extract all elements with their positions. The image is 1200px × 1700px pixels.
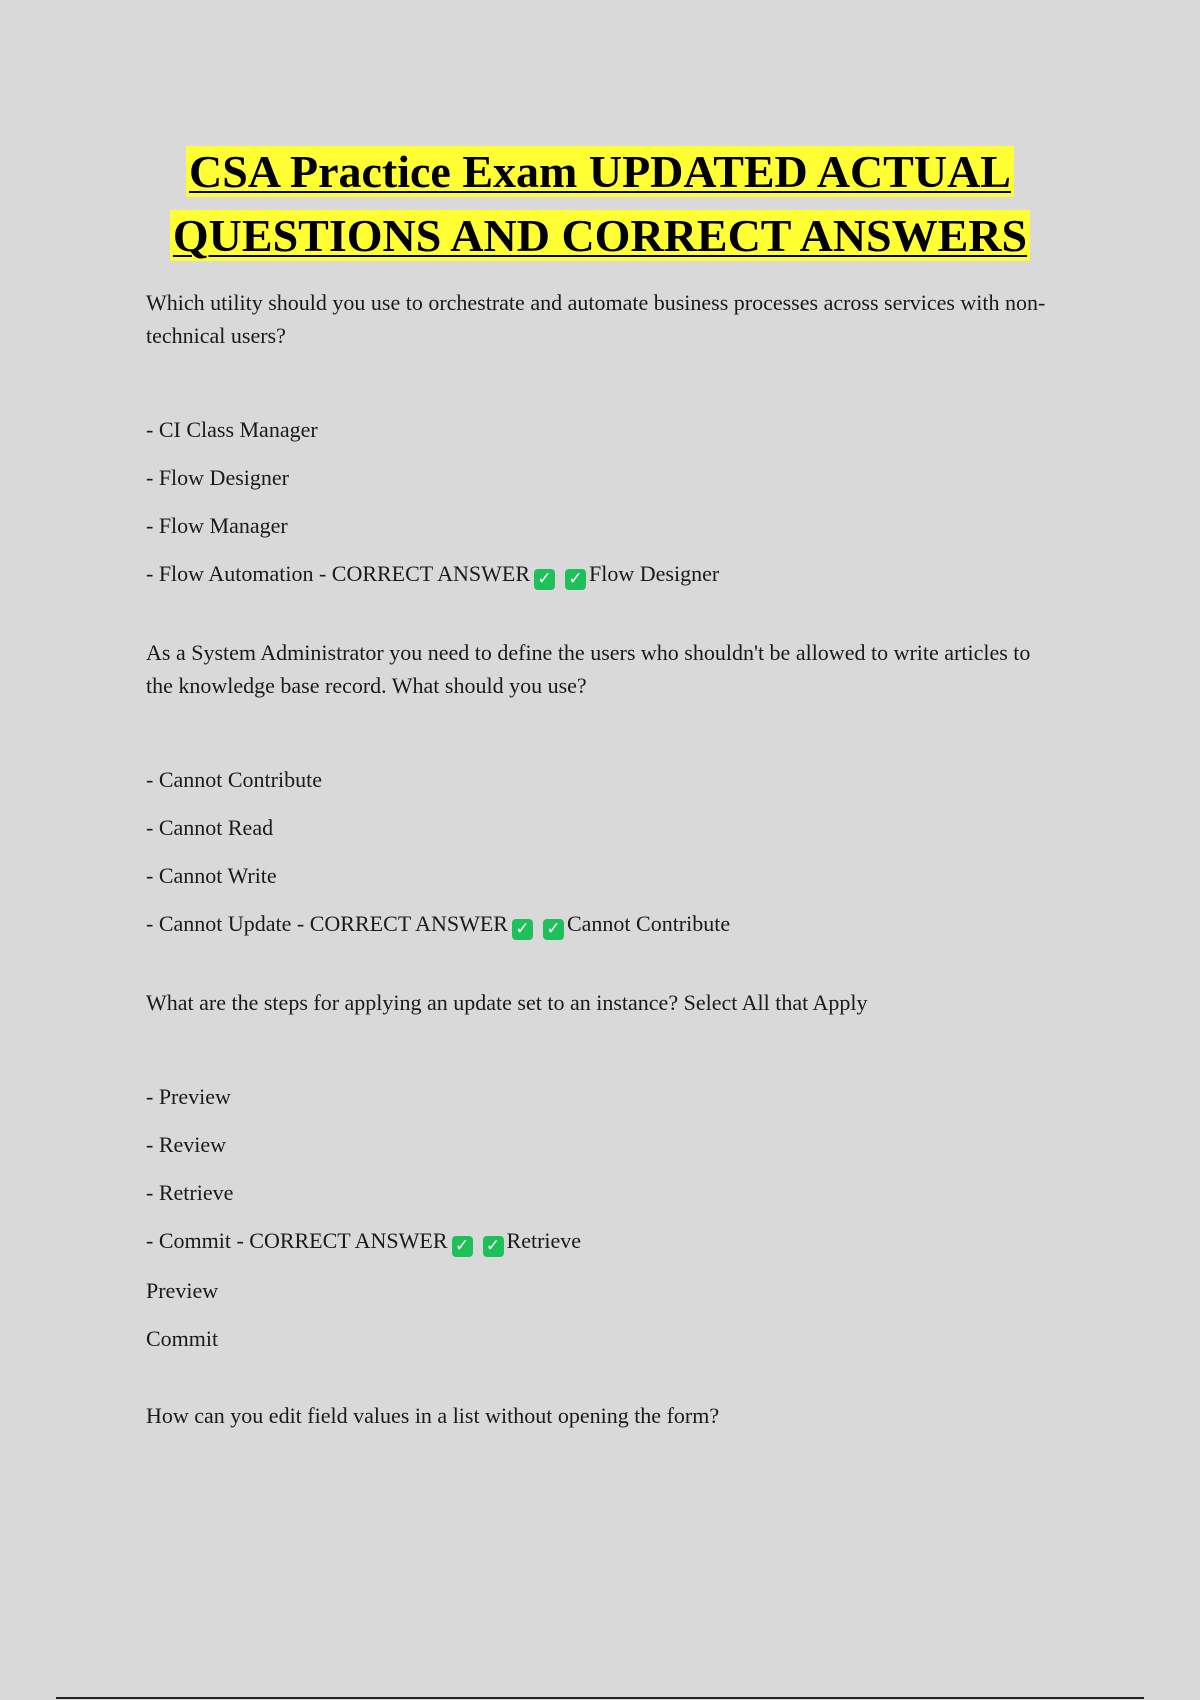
option-item-answer [146, 560, 1046, 590]
check-mark-icon: ✓ [452, 1236, 473, 1257]
option-item: - CI Class Manager [146, 417, 318, 442]
question-block [146, 986, 1046, 1353]
question-text: Which utility should you use to orchestrate and automate business processes across services with non-technical users? [146, 290, 1046, 348]
check-mark-icon: ✓ [512, 919, 533, 940]
title-line-2: QUESTIONS AND CORRECT ANSWERS [170, 210, 1030, 261]
correct-answer: Retrieve [506, 1228, 582, 1253]
option-item: - Preview [146, 1084, 231, 1109]
option-list [146, 766, 1046, 940]
question-text: What are the steps for applying an update set to an instance? Select All that Apply [146, 990, 868, 1015]
option-item: - Flow Manager [146, 513, 288, 538]
option-label: - Flow Automation - CORRECT ANSWER [146, 561, 531, 586]
correct-answer: Flow Designer [589, 561, 720, 586]
check-mark-icon: ✓ [565, 569, 586, 590]
answer-continuation: Preview [146, 1278, 219, 1303]
check-mark-icon: ✓ [543, 919, 564, 940]
check-mark-icon: ✓ [534, 569, 555, 590]
option-item: - Review [146, 1132, 227, 1157]
answer-continuation: Commit [146, 1326, 219, 1351]
question-block [146, 1399, 1046, 1432]
option-item-answer [146, 1227, 1046, 1257]
option-label: - Commit - CORRECT ANSWER [146, 1228, 448, 1253]
question-block [146, 636, 1046, 940]
option-item: - Cannot Read [146, 815, 274, 840]
correct-answer: Cannot Contribute [566, 911, 731, 936]
question-block [146, 286, 1046, 590]
option-list [146, 1083, 1046, 1353]
option-label: - Cannot Update - CORRECT ANSWER [146, 911, 508, 936]
option-item: - Cannot Write [146, 863, 277, 888]
option-item-answer [146, 910, 1046, 940]
option-item: - Cannot Contribute [146, 767, 322, 792]
page-divider [56, 1697, 1144, 1699]
title-line-1: CSA Practice Exam UPDATED ACTUAL [186, 146, 1014, 197]
question-text: As a System Administrator you need to define the users who shouldn't be allowed to write articles to the knowledge base record. What should you use? [146, 640, 1031, 698]
question-list [146, 286, 1046, 1478]
document-title [140, 140, 1060, 268]
question-text: How can you edit field values in a list without opening the form? [146, 1403, 720, 1428]
option-item: - Flow Designer [146, 465, 289, 490]
check-mark-icon: ✓ [483, 1236, 504, 1257]
option-item: - Retrieve [146, 1180, 234, 1205]
option-list [146, 416, 1046, 590]
